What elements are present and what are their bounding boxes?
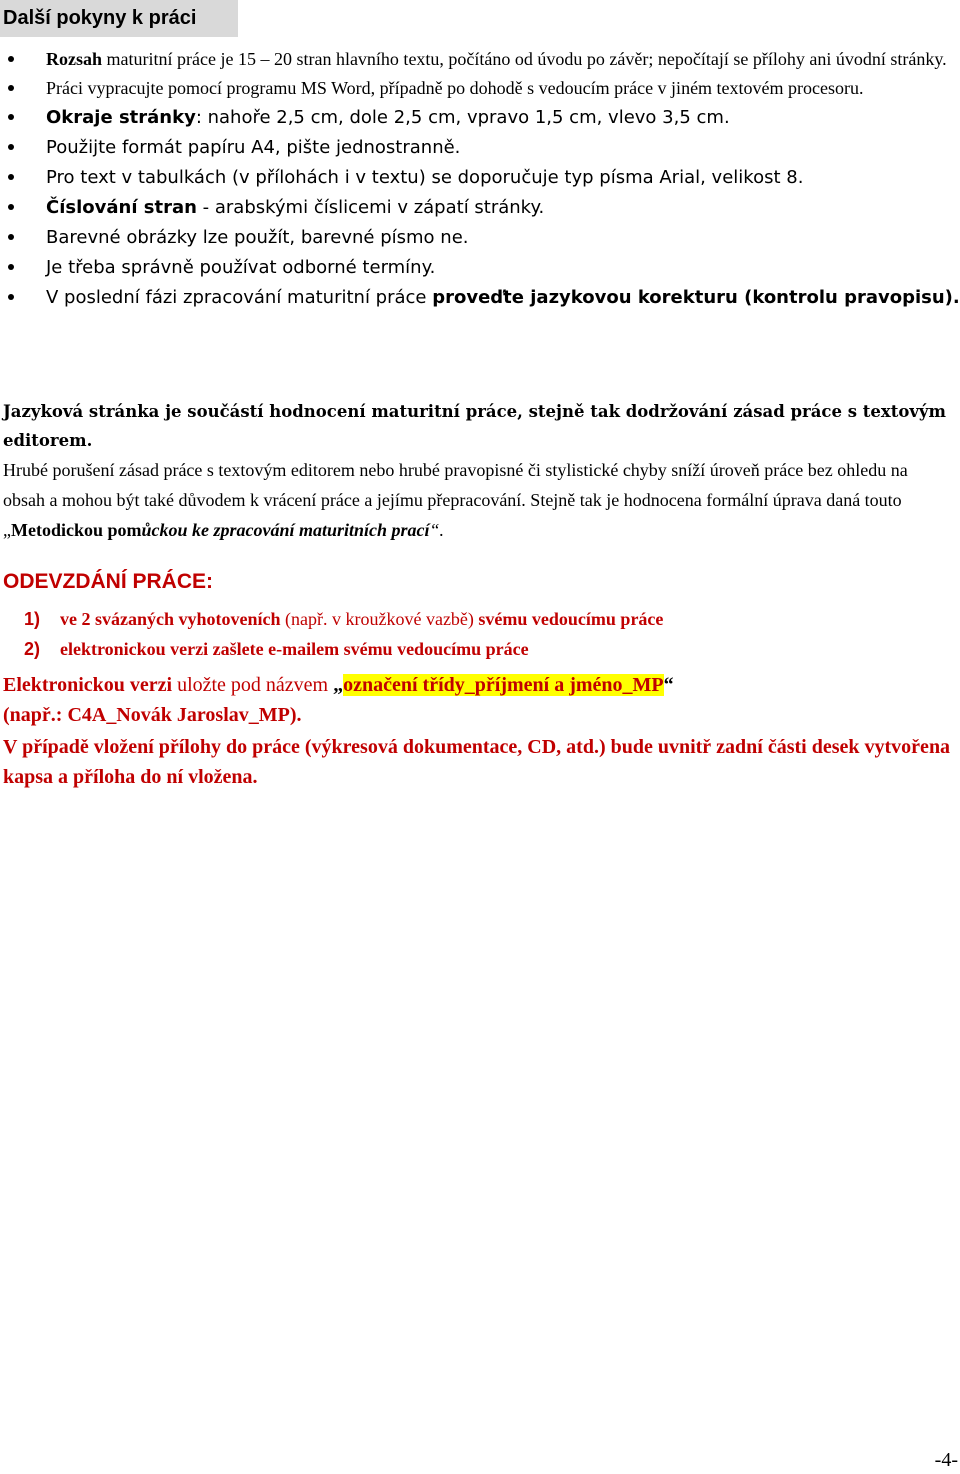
bullet-icon [8, 144, 14, 150]
rozsah-text: maturitní práce je 15 – 20 stran hlavního textu, počítáno od úvodu po závěr; nepočítají se přílohy ani úvodní stránky. [102, 49, 947, 69]
list-item-tabulky [0, 163, 960, 193]
format-text: Použijte formát papíru A4, pište jednostranně. [46, 137, 461, 158]
list-item-format [0, 133, 960, 163]
korektura-bold: proveďte jazykovou korekturu (kontrolu pravopisu). [432, 287, 960, 308]
list-item-1 [24, 604, 944, 634]
metodika-bold: Metodickou pom [11, 520, 142, 540]
jazykova-paragraph: Jazyková stránka je součástí hodnocení maturitní práce, stejně tak dodržování zásad práce s textovým editorem. [3, 402, 946, 450]
filename-example: (např.: C4A_Novák Jaroslav_MP). [3, 704, 302, 726]
okraje-label: Okraje stránky [46, 107, 196, 128]
obrazky-text: Barevné obrázky lze použít, barevné písmo ne. [46, 227, 469, 248]
bullet-icon [8, 174, 14, 180]
list-item-rozsah [0, 45, 960, 74]
hrube-text: Hrubé porušení zásad práce s textovým editorem nebo hrubé pravopisné či stylistické chyby sníží úroveň práce bez ohledu na obsah a mohou být také důvodem k vrácení práce a jejímu přepracování. Stejně tak je hodnocena formální úprava daná touto „ [3, 460, 908, 540]
list-item-terminy [0, 253, 960, 283]
elektronicka-normal: uložte pod názvem [172, 674, 334, 696]
word-text: Práci vypracujte pomocí programu MS Word, případně po dohodě s vedoucím práce v jiném textovém procesoru. [46, 78, 864, 98]
odevzdani-list [24, 604, 944, 664]
item2-bold: elektronickou verzi zašlete e-mailem svému vedoucímu práce [60, 639, 529, 659]
bullet-icon [8, 204, 14, 210]
list-item-cislovani [0, 193, 960, 223]
hrube-end: “. [429, 520, 445, 540]
priloha-paragraph: V případě vložení přílohy do práce (výkresová dokumentace, CD, atd.) bude uvnitř zadní části desek vytvořena kapsa a příloha do ní vložena. [3, 736, 951, 788]
cislovani-text: - arabskými číslicemi v zápatí stránky. [196, 197, 545, 218]
tabulky-text: Pro text v tabulkách (v přílohách i v textu) se doporučuje typ písma Arial, velikost 8. [46, 167, 804, 188]
quote-open: „ [333, 674, 344, 696]
section-heading: Další pokyny k práci [0, 0, 238, 37]
list-item-word [0, 74, 960, 103]
quote-close: “ [663, 674, 674, 696]
okraje-text: : nahoře 2,5 cm, dole 2,5 cm, vpravo 1,5 cm, vlevo 3,5 cm. [195, 107, 730, 128]
cislovani-label: Číslování stran [46, 197, 197, 218]
item-number: 2) [24, 639, 41, 659]
list-item-korektura [0, 283, 960, 313]
bullet-icon [8, 85, 14, 91]
item1-normal: (např. v kroužkové vazbě) [280, 609, 479, 629]
bullet-icon [8, 234, 14, 240]
bullet-icon [8, 114, 14, 120]
filename-highlight: označení třídy_příjmení a jméno_MP [343, 674, 664, 696]
instruction-list [0, 45, 960, 313]
korektura-text: V poslední fázi zpracování maturitní práce [46, 287, 433, 308]
rozsah-label: Rozsah [46, 49, 103, 69]
bullet-icon [8, 264, 14, 270]
bullet-icon [8, 294, 14, 300]
page-number: -4- [934, 1449, 958, 1471]
item1-bold2: svému vedoucímu práce [478, 609, 664, 629]
odevzdani-heading: ODEVZDÁNÍ PRÁCE: [3, 570, 214, 593]
terminy-text: Je třeba správně používat odborné termíny. [46, 257, 436, 278]
bullet-icon [8, 56, 14, 62]
item1-bold: ve 2 svázaných vyhotoveních [60, 609, 281, 629]
list-item-2 [24, 634, 944, 664]
list-item-okraje [0, 103, 960, 133]
metodika-italic: ůckou ke zpracování maturitních prací [141, 520, 430, 540]
list-item-obrazky [0, 223, 960, 253]
hrube-paragraph [3, 455, 953, 545]
elektronicka-paragraph [3, 670, 953, 730]
elektronicka-bold: Elektronickou verzi [3, 674, 173, 696]
item-number: 1) [24, 609, 41, 629]
